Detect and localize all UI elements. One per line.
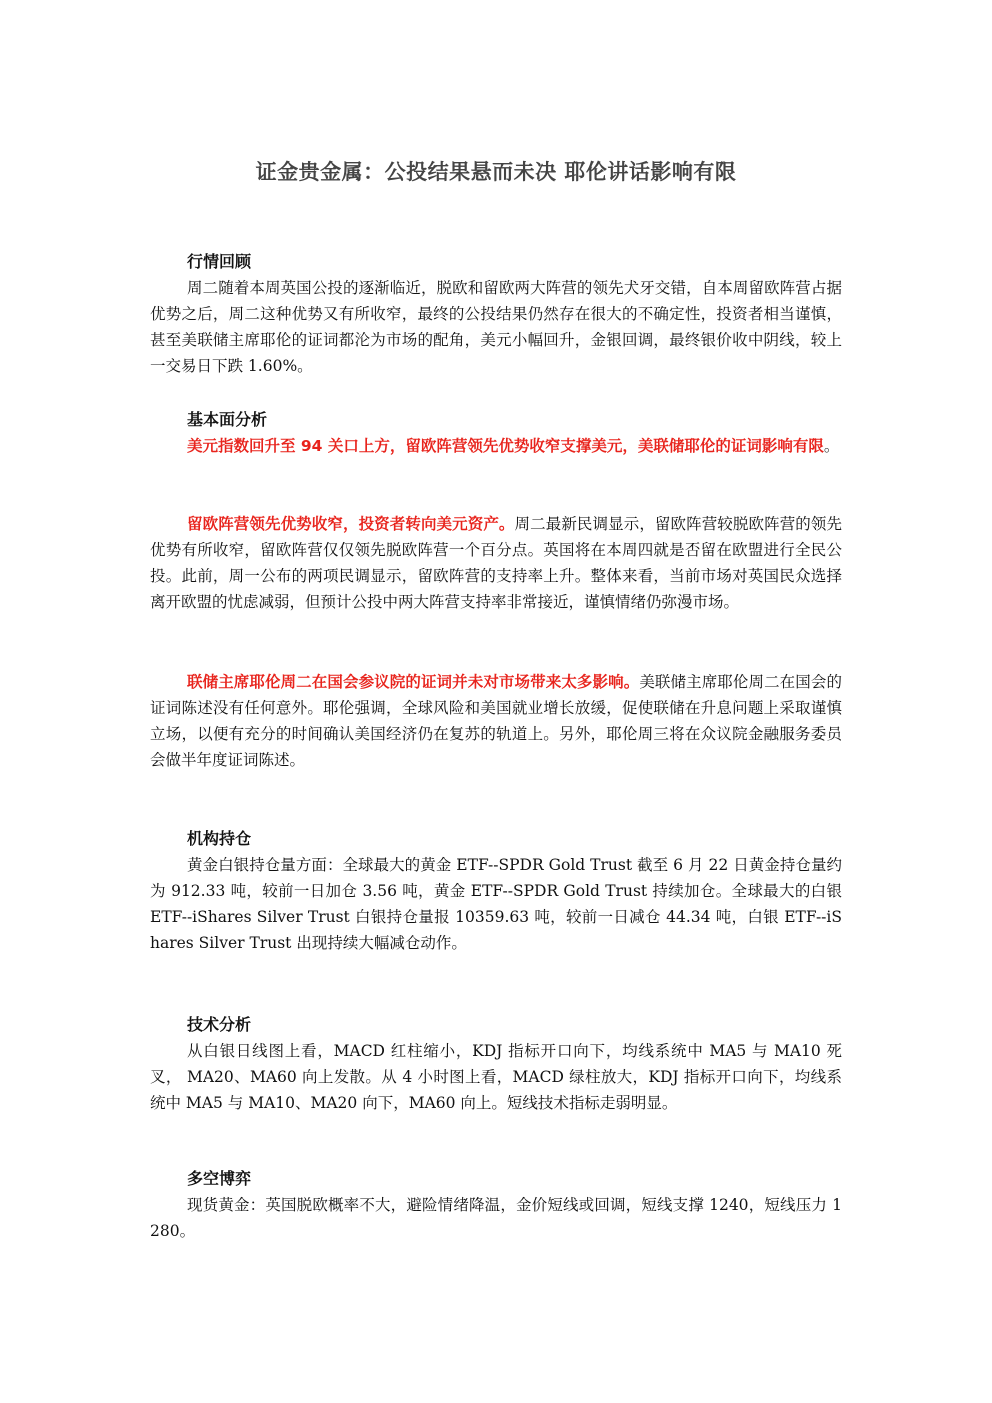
fundamental-text-3: 美联储主席耶伦周二在国会的证词陈述没有任何意外。耶伦强调，全球风险和美国就业增长放缓，促使联储在升息问题上采取谨慎立场，以便有充分的时间确认美国经济仍在复苏的轨道上。另外，耶伦周三将在众议院金融服务委员会做半年度证词陈述。 [150,673,842,769]
long-short-paragraph: 现货黄金：英国脱欧概率不大，避险情绪降温，金价短线或回调，短线支撑 1240，短线压力 1280。 [150,1196,842,1240]
section-fundamental-analysis [150,407,842,459]
section-technical-analysis [150,1012,842,1116]
market-review-paragraph: 周二随着本周英国公投的逐渐临近，脱欧和留欧两大阵营的领先犬牙交错，自本周留欧阵营占据优势之后，周二这种优势又有所收窄，最终的公投结果仍然存在很大的不确定性，投资者相当谨慎，甚至美联储主席耶伦的证词都沦为市场的配角，美元小幅回升，金银回调，最终银价收中阴线，较上一交易日下跌 1.60%。 [150,279,842,375]
section-heading-institutional: 机构持仓 [187,829,252,848]
fundamental-highlight-2: 留欧阵营领先优势收窄，投资者转向美元资产。 [187,515,515,533]
fundamental-highlight-3: 联储主席耶伦周二在国会参议院的证词并未对市场带来太多影响。 [187,673,640,691]
section-institutional-positions [150,826,842,956]
section-long-short [150,1166,842,1244]
institutional-paragraph: 黄金白银持仓量方面：全球最大的黄金 ETF--SPDR Gold Trust 截至 6 月 22 日黄金持仓量约为 912.33 吨，较前一日加仓 3.56 吨，黄金 ETF--SPDR Gold Trust 持续加仓。全球最大的白银 ETF--iShares Silver Trust 白银持仓量报 10359.63 吨，较前一日减仓 44.34 吨，白银 ETF--iShares Silver Trust 出现持续大幅减仓动作。 [150,856,842,952]
technical-paragraph: 从白银日线图上看，MACD 红柱缩小，KDJ 指标开口向下，均线系统中 MA5 与 MA10 死叉， MA20、MA60 向上发散。从 4 小时图上看，MACD 绿柱放大，KDJ 指标开口向下，均线系统中 MA5 与 MA10、MA20 向下，MA60 向上。短线技术指标走弱明显。 [150,1042,842,1112]
section-market-review [150,249,842,379]
fundamental-tail-1: 。 [823,437,840,455]
section-heading-technical: 技术分析 [187,1015,252,1034]
fundamental-paragraph-3-block [150,669,842,773]
fundamental-text-2: 周二最新民调显示，留欧阵营较脱欧阵营的领先优势有所收窄，留欧阵营仅仅领先脱欧阵营一个百分点。英国将在本周四就是否留在欧盟进行全民公投。此前，周一公布的两项民调显示，留欧阵营的支持率上升。整体来看，当前市场对英国民众选择离开欧盟的忧虑减弱，但预计公投中两大阵营支持率非常接近，谨慎情绪仍弥漫市场。 [150,515,842,611]
section-heading-fundamental-analysis: 基本面分析 [187,410,268,429]
fundamental-paragraph-2-block [150,511,842,615]
fundamental-paragraph-2 [150,511,842,615]
fundamental-paragraph-1 [150,433,842,459]
document-title: 证金贵金属：公投结果悬而未决 耶伦讲话影响有限 [255,160,737,184]
section-heading-long-short: 多空博弈 [187,1169,252,1188]
fundamental-paragraph-3 [150,669,842,773]
section-heading-market-review: 行情回顾 [187,252,252,271]
fundamental-highlight-1: 美元指数回升至 94 关口上方，留欧阵营领先优势收窄支撑美元，美联储耶伦的证词影响有限 [187,437,824,455]
